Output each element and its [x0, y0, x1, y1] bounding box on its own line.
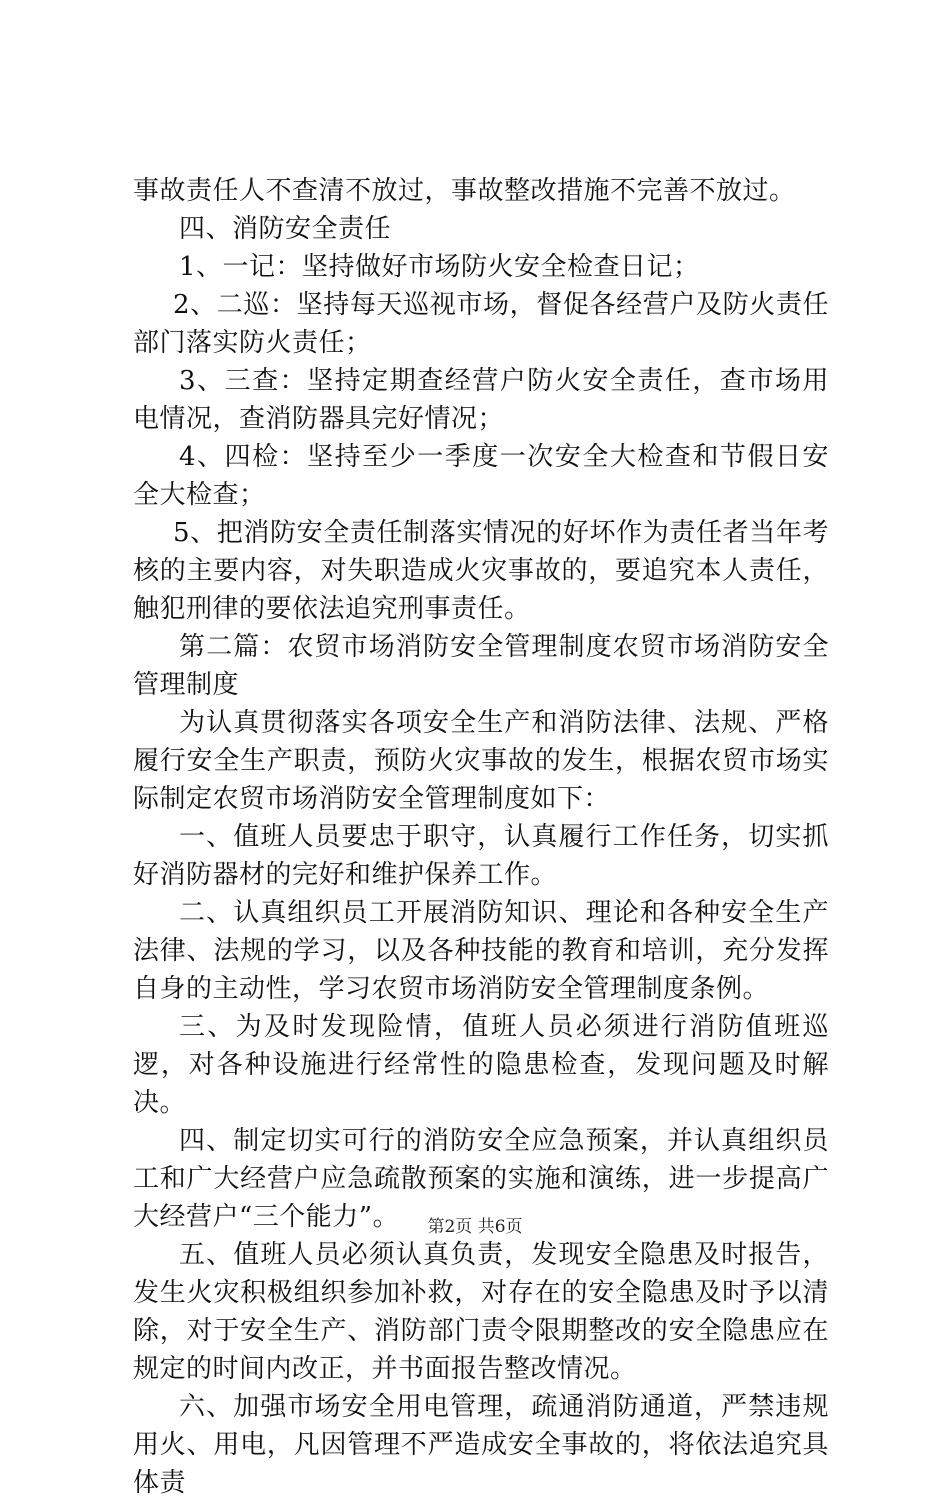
section-heading-fire-safety-responsibility: 四、消防安全责任	[179, 214, 392, 244]
chapter-heading-part-two: 第二篇：农贸市场消防安全管理制度农贸市场消防安全管理制度	[133, 632, 829, 700]
paragraph-item-4: 4、四检：坚持至少一季度一次安全大检查和节假日安全大检查；	[133, 442, 829, 510]
paragraph-1: 事故责任人不查清不放过，事故整改措施不完善不放过。	[133, 176, 796, 206]
paragraph-rule-6: 六、加强市场安全用电管理，疏通消防通道，严禁违规用火、用电，凡因管理不严造成安全事故的，将依法追究具体责	[133, 1392, 829, 1498]
paragraph-rule-5: 五、值班人员必须认真负责，发现安全隐患及时报告，发生火灾积极组织参加补救，对存在的安全隐患及时予以清除，对于安全生产、消防部门责令限期整改的安全隐患应在规定的时间内改正，并书面报告整改情况。	[133, 1240, 829, 1384]
paragraph-rule-1: 一、值班人员要忠于职守，认真履行工作任务，切实抓好消防器材的完好和维护保养工作。	[133, 822, 829, 890]
paragraph-item-5: 5、把消防安全责任制落实情况的好坏作为责任者当年考核的主要内容，对失职造成火灾事故的，要追究本人责任，触犯刑律的要依法追究刑事责任。	[133, 518, 829, 624]
paragraph-item-1: 1、一记：坚持做好市场防火安全检查日记；	[179, 252, 700, 282]
page-footer: 第2页 共6页	[427, 1217, 523, 1237]
paragraph-rule-4: 四、制定切实可行的消防安全应急预案，并认真组织员工和广大经营户应急疏散预案的实施和演练，进一步提高广大经营户“三个能力”。	[133, 1126, 829, 1232]
paragraph-item-2: 2、二巡：坚持每天巡视市场，督促各经营户及防火责任部门落实防火责任；	[133, 290, 829, 358]
document-body	[133, 172, 829, 1502]
paragraph-rule-2: 二、认真组织员工开展消防知识、理论和各种安全生产法律、法规的学习，以及各种技能的教育和培训，充分发挥自身的主动性，学习农贸市场消防安全管理制度条例。	[133, 898, 829, 1004]
paragraph-rule-3: 三、为及时发现险情，值班人员必须进行消防值班巡逻，对各种设施进行经常性的隐患检查，发现问题及时解决。	[133, 1012, 829, 1118]
paragraph-item-3: 3、三查：坚持定期查经营户防火安全责任，查市场用电情况，查消防器具完好情况；	[133, 366, 829, 434]
paragraph-intro: 为认真贯彻落实各项安全生产和消防法律、法规、严格履行安全生产职责，预防火灾事故的发生，根据农贸市场实际制定农贸市场消防安全管理制度如下：	[133, 708, 829, 814]
